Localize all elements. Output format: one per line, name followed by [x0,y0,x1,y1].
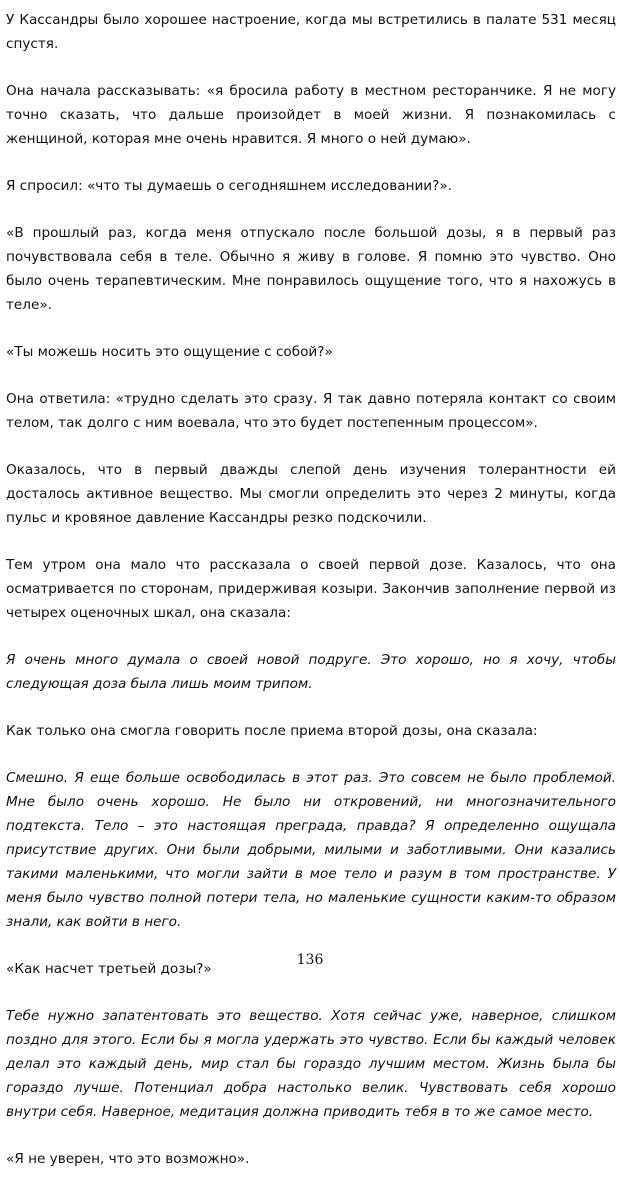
paragraph: Я спросил: «что ты думаешь о сегодняшнем исследовании?». [6,178,452,194]
italic-quote: Я очень много думала о своей новой подруге. Это хорошо, но я хочу, чтобы следующая доза была лишь моим трипом. [6,652,616,692]
paragraph: Оказалось, что в первый дважды слепой день изучения толерантности ей досталось активное вещество. Мы смогли определить это через 2 минуты, когда пульс и кровяное давление Кассандры резко подскочили. [6,462,616,526]
paragraph: «Ты можешь носить это ощущение с собой?» [6,344,333,360]
paragraph: «В прошлый раз, когда меня отпускало после большой дозы, я в первый раз почувствовала себя в теле. Обычно я живу в голове. Я помню это чувство. Оно было очень терапевтическим. Мне понравилось ощущение того, что я нахожусь в теле». [6,225,616,313]
italic-quote: Тебе нужно запатентовать это вещество. Хотя сейчас уже, наверное, слишком поздно для этого. Если бы я могла удержать это чувство. Если бы каждый человек делал это каждый день, мир стал бы гораздо лучшим местом. Жизнь была бы гораздо лучше. Потенциал добра настолько велик. Чувствовать себя хорошо внутри себя. Наверное, медитация должна приводить тебя в то же самое место. [6,1008,616,1120]
paragraph: Она ответила: «трудно сделать это сразу. Я так давно потеряла контакт со своим телом, так долго с ним воевала, что это будет постепенным процессом». [6,391,616,431]
paragraph: Тем утром она мало что рассказала о своей первой дозе. Казалось, что она осматривается по сторонам, придерживая козыри. Закончив заполнение первой из четырех оценочных шкал, она сказала: [6,557,616,621]
paragraph: «Я не уверен, что это возможно». [6,1151,250,1167]
paragraph: Она начала рассказывать: «я бросила работу в местном ресторанчике. Я не могу точно сказать, что дальше произойдет в моей жизни. Я познакомилась с женщиной, которая мне очень нравится. Я много о ней думаю». [6,83,616,147]
paragraph: Как только она смогла говорить после приема второй дозы, она сказала: [6,723,538,739]
italic-quote: Смешно. Я еще больше освободилась в этот раз. Это совсем не было проблемой. Мне было очень хорошо. Не было ни откровений, ни многозначительного подтекста. Тело – это настоящая преграда, правда? Я определенно ощущала присутствие других. Они были добрыми, милыми и заботливыми. Они казались такими маленькими, что могли зайти в мое тело и разум в том пространстве. У меня было чувство полной потери тела, но маленькие сущности каким-то образом знали, как войти в него. [6,770,616,930]
paragraph: У Кассандры было хорошее настроение, когда мы встретились в палате 531 месяц спустя. [6,12,616,52]
paragraph: «Как насчет третьей дозы?» [6,961,212,977]
page-body [6,8,616,1194]
page-number: 136 [296,952,324,968]
